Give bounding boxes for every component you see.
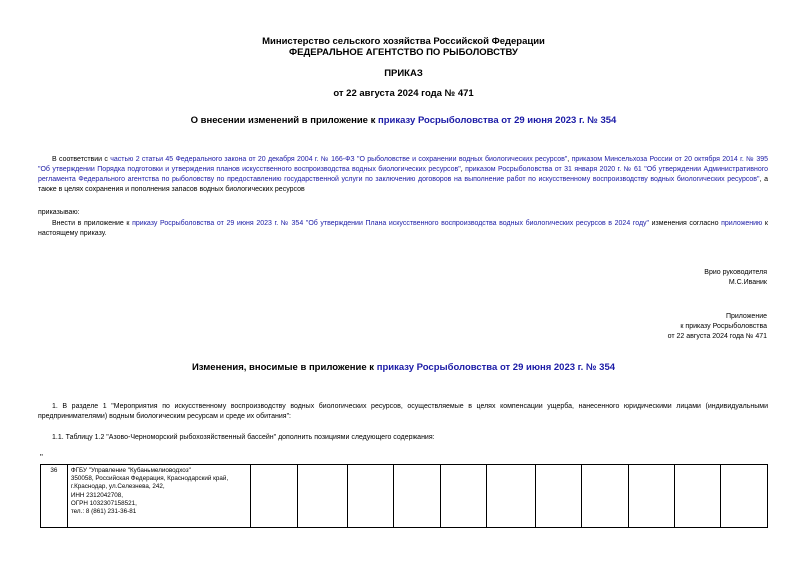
positions-table bbox=[40, 464, 768, 528]
table-cell bbox=[721, 465, 768, 528]
rosrybolovstvo-order-61-link[interactable]: приказом Росрыболовства от 31 января 2020 г. № 61 "Об утверждении Административного регламента Федерального агентства по рыболовству по предоставлению государственной услуги по заключению договоров на выполнение работ по искусственному воспроизводству водных биологических ресурсов" bbox=[38, 166, 768, 183]
table-cell bbox=[440, 465, 486, 528]
org-line: ИНН 2312042708, bbox=[70, 491, 123, 499]
appendix-link[interactable]: приложению bbox=[721, 220, 763, 227]
table-cell bbox=[535, 465, 581, 528]
preamble-text-1: В соответствии с bbox=[52, 156, 111, 163]
preamble-paragraph bbox=[38, 155, 768, 195]
table-cell bbox=[348, 465, 394, 528]
doc-title-link[interactable]: приказу Росрыболовства от 29 июня 2023 г. № 354 bbox=[378, 115, 617, 126]
ministry-name: Министерство сельского хозяйства Российской Федерации bbox=[262, 36, 545, 47]
preamble-text-2: , bbox=[567, 156, 572, 163]
appendix-block bbox=[668, 312, 767, 342]
changes-title bbox=[0, 362, 807, 373]
appendix-line-3: от 22 августа 2024 года № 471 bbox=[667, 333, 767, 340]
appendix-line-2: к приказу Росрыболовства bbox=[680, 323, 767, 330]
order-text-3: к настоящему приказу. bbox=[38, 220, 768, 237]
law-link[interactable]: частью 2 статьи 45 Федерального закона от 20 декабря 2004 г. № 166-ФЗ "О рыболовстве и сохранении водных биологических ресурсов" bbox=[110, 156, 568, 163]
organization-cell bbox=[67, 465, 250, 528]
preamble-text-4: , а также в целях сохранения и пополнения запасов водных биологических ресурсов bbox=[38, 176, 768, 193]
table-cell bbox=[487, 465, 535, 528]
preamble-text-3: , bbox=[460, 166, 466, 173]
minselhoz-order-link[interactable]: приказом Минсельхоза России от 20 октября 2014 г. № 395 "Об утверждении Порядка подготовки и утверждения планов искусственного воспроизводства водных биологических ресурсов" bbox=[38, 156, 769, 173]
changes-title-prefix: Изменения, вносимые в приложение к bbox=[191, 362, 377, 373]
order-354-link[interactable]: приказу Росрыболовства от 29 июня 2023 г. № 354 "Об утверждении Плана искусственного воспроизводства водных биологических ресурсов в 2024 году" bbox=[132, 220, 650, 227]
doc-title bbox=[0, 115, 807, 126]
appendix-line-1: Приложение bbox=[725, 313, 767, 320]
changes-title-link[interactable]: приказу Росрыболовства от 29 июня 2023 г. № 354 bbox=[376, 362, 616, 373]
order-word: приказываю: bbox=[38, 209, 80, 216]
item-1-1: 1.1. Таблицу 1.2 "Азово-Черноморский рыбохозяйственный бассейн" дополнить позициями следующего содержания: bbox=[52, 434, 435, 441]
row-number-cell: 36 bbox=[41, 465, 68, 528]
signature-position: Врио руководителя bbox=[704, 269, 767, 276]
table-cell bbox=[251, 465, 297, 528]
order-text-2: изменения согласно bbox=[649, 220, 722, 227]
table-cell bbox=[675, 465, 721, 528]
table-cell bbox=[297, 465, 347, 528]
doc-title-prefix: О внесении изменений в приложение к bbox=[190, 115, 378, 126]
org-line: ФГБУ "Управление "Кубаньмелиоводхоз" bbox=[70, 467, 191, 474]
doc-date-number: от 22 августа 2024 года № 471 bbox=[333, 88, 474, 99]
table-cell bbox=[628, 465, 674, 528]
table-row bbox=[41, 465, 768, 528]
order-text-1: Внести в приложение к bbox=[52, 220, 133, 227]
org-line: 350058, Российская Федерация, Краснодарский край, г.Краснодар, ул.Селезнева, 242, bbox=[70, 475, 229, 491]
signature-name: М.С.Иваник bbox=[728, 279, 767, 286]
table-cell bbox=[394, 465, 440, 528]
table-cell bbox=[582, 465, 628, 528]
agency-name: ФЕДЕРАЛЬНОЕ АГЕНТСТВО ПО РЫБОЛОВСТВУ bbox=[289, 47, 518, 58]
signature-block bbox=[704, 268, 767, 288]
doc-type: ПРИКАЗ bbox=[384, 68, 423, 79]
order-paragraph bbox=[38, 219, 768, 239]
org-line: тел.: 8 (861) 231-36-81 bbox=[70, 508, 137, 516]
opening-quote: " bbox=[40, 453, 43, 462]
org-line: ОГРН 1032307158521, bbox=[70, 499, 137, 507]
item-1: 1. В разделе 1 "Мероприятия по искусственному воспроизводству водных биологических ресурсов, осуществляемые в целях компенсации ущерба, нанесенного юридическими лицами (индивидуальными предпринимателями) водным биологическим ресурсам и среде их обитания": bbox=[38, 403, 768, 420]
